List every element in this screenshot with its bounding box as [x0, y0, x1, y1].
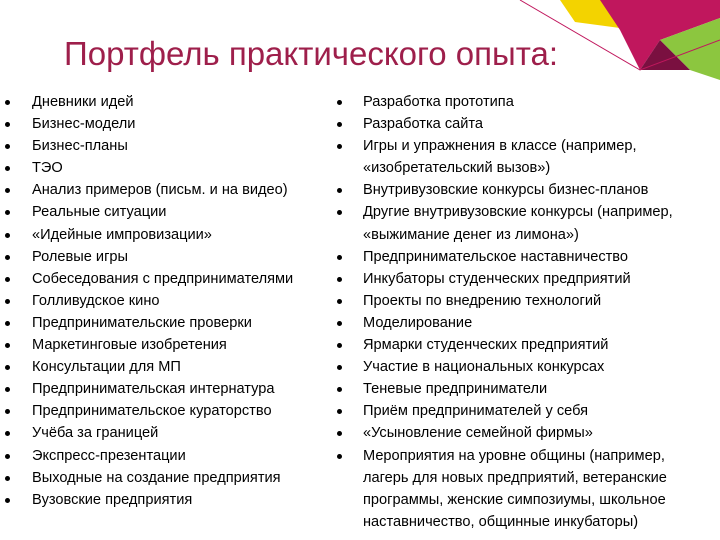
list-item — [32, 378, 293, 400]
list-item-text: Дневники идей — [32, 94, 134, 110]
list-item-text: ТЭО — [32, 160, 63, 177]
list-item — [32, 224, 293, 246]
bullet-icon — [5, 431, 10, 436]
list-item — [363, 312, 673, 334]
list-item-text: Выходные на создание предприятия — [32, 469, 281, 486]
list-item — [32, 135, 293, 157]
bullet-icon — [337, 210, 342, 215]
list-item-text-line: Теневые предприниматели — [363, 381, 548, 398]
bullet-icon — [337, 188, 342, 193]
bullet-icon — [5, 299, 10, 304]
list-item — [363, 378, 673, 400]
bullet-icon — [337, 454, 342, 459]
list-item-text: Предпринимательское кураторство — [32, 403, 272, 420]
list-item — [32, 246, 293, 268]
list-item — [363, 334, 673, 356]
list-item-text-line: Внутривузовские конкурсы бизнес-планов — [363, 182, 649, 199]
list-item — [363, 400, 673, 422]
bullet-icon — [337, 365, 342, 370]
list-item — [363, 179, 673, 201]
list-item-text: Консультации для МП — [32, 359, 181, 376]
right-bullet-list — [363, 91, 673, 533]
bullet-icon — [5, 255, 10, 260]
list-item-text-line: лагерь для новых предприятий, ветеранские — [363, 469, 667, 486]
list-item-text-line: Разработка прототипа — [363, 94, 514, 110]
list-item-text: Учёба за границей — [32, 425, 159, 442]
list-item — [363, 91, 673, 113]
list-item-text: Голливудское кино — [32, 292, 160, 309]
list-item — [32, 179, 293, 201]
list-item — [32, 290, 293, 312]
bullet-icon — [5, 498, 10, 503]
list-item-text-line: Ярмарки студенческих предприятий — [363, 337, 609, 354]
bullet-icon — [337, 321, 342, 326]
list-item — [32, 157, 293, 179]
page-title: Портфель практического опыта: — [64, 35, 559, 72]
bullet-icon — [5, 476, 10, 481]
list-item — [32, 268, 293, 290]
list-item-text-line: Предпринимательское наставничество — [363, 248, 629, 265]
list-item-text: Предпринимательская интернатура — [32, 381, 275, 398]
list-item-text: Маркетинговые изобретения — [32, 337, 227, 354]
list-item-text: Реальные ситуации — [32, 204, 167, 221]
bullet-icon — [337, 277, 342, 282]
bullet-icon — [337, 431, 342, 436]
list-item — [363, 268, 673, 290]
bullet-icon — [5, 144, 10, 149]
list-item-text: Собеседования с предпринимателями — [32, 270, 294, 287]
list-item-text-line: «Усыновление семейной фирмы» — [363, 425, 593, 442]
list-item-text-line: Моделирование — [363, 314, 473, 331]
list-item — [32, 334, 293, 356]
list-item-text-line: Приём предпринимателей у себя — [363, 403, 589, 420]
list-item — [32, 356, 293, 378]
bullet-icon — [5, 122, 10, 127]
bullet-icon — [5, 210, 10, 215]
list-item-text: Анализ примеров (письм. и на видео) — [32, 182, 288, 199]
list-item — [363, 445, 673, 533]
list-item — [363, 113, 673, 135]
list-item — [32, 201, 293, 223]
list-item-text-line: «выжимание денег из лимона») — [363, 226, 579, 243]
list-item-text: Вузовские предприятия — [32, 491, 193, 508]
list-item-text-line: Мероприятия на уровне общины (например, — [363, 447, 665, 464]
bullet-icon — [337, 409, 342, 414]
list-item — [363, 135, 673, 179]
list-item-text-line: Проекты по внедрению технологий — [363, 292, 602, 309]
list-item — [363, 246, 673, 268]
bullet-icon — [5, 409, 10, 414]
list-item-text: Бизнес-модели — [32, 116, 136, 133]
bullet-icon — [5, 343, 10, 348]
list-item — [32, 467, 293, 489]
bullet-icon — [5, 188, 10, 193]
list-item-text-line: «изобретательский вызов») — [363, 160, 551, 177]
bullet-icon — [5, 233, 10, 238]
list-item — [363, 201, 673, 245]
bullet-icon — [337, 100, 342, 105]
list-item-text-line: Участие в национальных конкурсах — [363, 359, 605, 376]
list-item — [32, 445, 293, 467]
left-bullet-list — [32, 91, 293, 511]
bullet-icon — [337, 144, 342, 149]
bullet-icon — [337, 255, 342, 260]
bullet-icon — [5, 166, 10, 171]
bullet-icon — [5, 387, 10, 392]
list-item-text: Ролевые игры — [32, 248, 129, 265]
list-item-text-line: программы, женские симпозиумы, школьное — [363, 491, 666, 508]
list-item — [32, 312, 293, 334]
list-item — [32, 400, 293, 422]
list-item — [32, 113, 293, 135]
list-item-text: «Идейные импровизации» — [32, 226, 212, 243]
bullet-icon — [5, 321, 10, 326]
list-item-text-line: наставничество, общинные инкубаторы) — [363, 513, 639, 530]
bullet-icon — [337, 122, 342, 127]
list-item — [32, 91, 293, 113]
list-item-text-line: Другие внутривузовские конкурсы (например, — [363, 204, 673, 221]
list-item — [32, 489, 293, 511]
list-item — [363, 422, 673, 444]
list-item — [363, 356, 673, 378]
bullet-icon — [337, 299, 342, 304]
list-item-text: Экспресс-презентации — [32, 447, 186, 464]
bullet-icon — [5, 454, 10, 459]
bullet-icon — [337, 343, 342, 348]
list-item-text-line: Разработка сайта — [363, 116, 484, 133]
bullet-icon — [5, 365, 10, 370]
list-item-text: Бизнес-планы — [32, 138, 128, 155]
list-item — [363, 290, 673, 312]
list-item-text-line: Игры и упражнения в классе (например, — [363, 138, 637, 155]
list-item — [32, 422, 293, 444]
list-item-text-line: Инкубаторы студенческих предприятий — [363, 270, 631, 287]
bullet-icon — [5, 100, 10, 105]
bullet-icon — [337, 387, 342, 392]
bullet-icon — [5, 277, 10, 282]
list-item-text: Предпринимательские проверки — [32, 314, 252, 331]
